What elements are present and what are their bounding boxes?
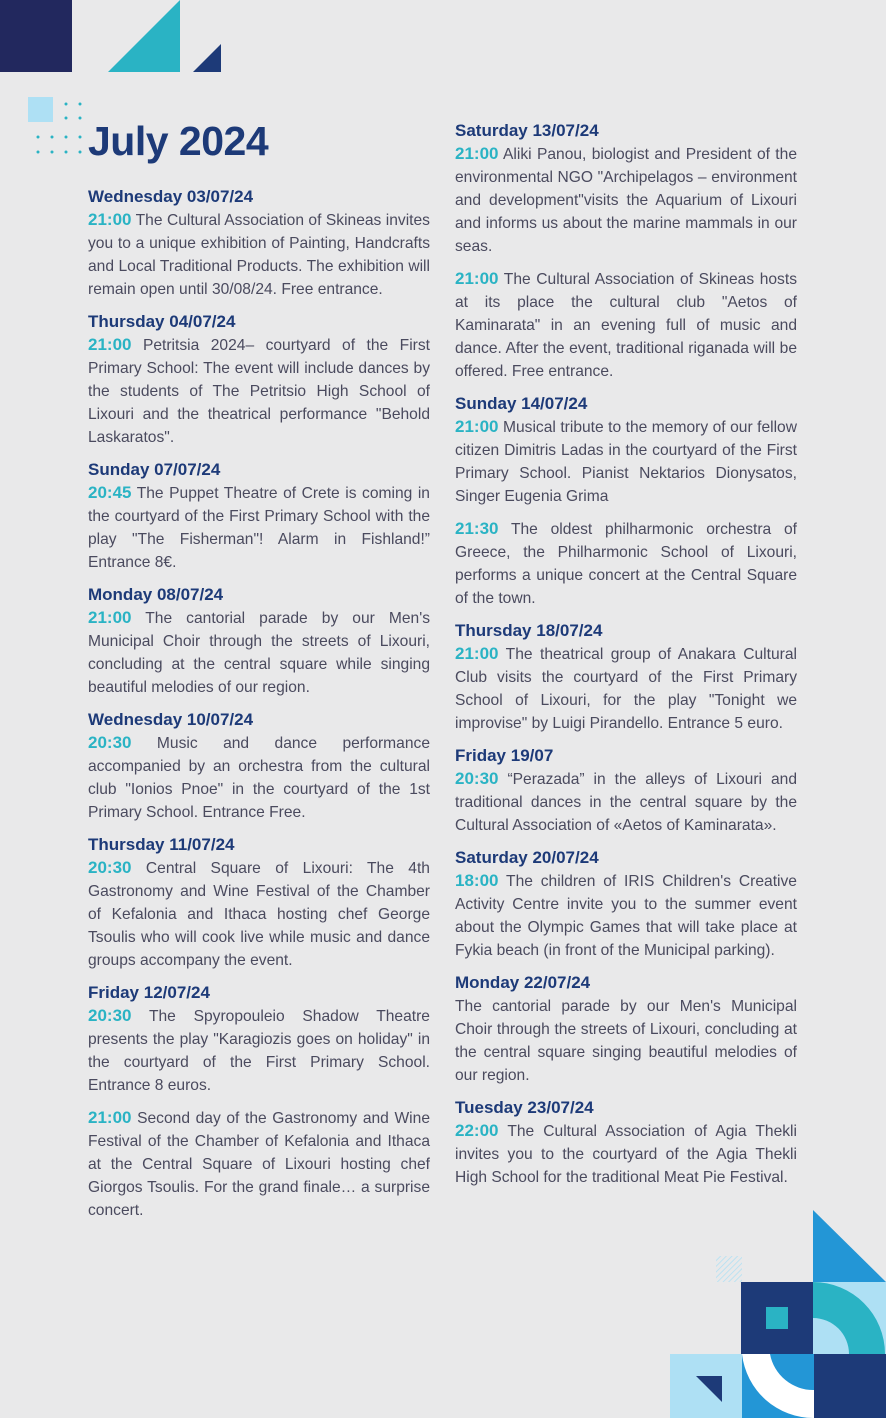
event-description: The cantorial parade by our Men's Municipal Choir through the streets of Lixouri, concluding at the central square singing beautiful melodies of our region. [455,998,797,1084]
event-time: 21:00 [88,1108,132,1127]
event-entry [455,267,797,383]
event-time: 21:00 [455,269,499,288]
event-time: 18:00 [455,871,499,890]
bottom-right-decoration [670,1210,886,1418]
event-time: 21:30 [455,519,499,538]
event-description: The children of IRIS Children's Creative Activity Centre invite you to the summer event about the Olympic Games that will take place at Fykia beach (in front of the Municipal parking). [455,873,797,959]
event-description: Musical tribute to the memory of our fellow citizen Dimitris Ladas in the courtyard of the First Primary School. Pianist Nektarios Dionysatos, Singer Eugenia Grima [455,419,797,505]
event-description: Aliki Panou, biologist and President of the environmental NGO "Archipelagos – environment and development"visits the Aquarium of Lixouri and informs us about the marine mammals in our seas. [455,146,797,255]
day-heading: Saturday 13/07/24 [455,121,599,140]
event-description: “Perazada” in the alleys of Lixouri and traditional dances in the central square by the Cultural Association of «Aetos of Kaminarata». [455,771,797,834]
day-group [455,119,797,383]
right-column [455,119,797,1198]
day-group [455,971,797,1087]
day-group [88,833,430,972]
event-entry [88,1106,430,1222]
day-heading: Friday 19/07 [455,746,554,765]
event-entry [455,1119,797,1189]
event-entry [455,994,797,1087]
navy-bottom-right-block [814,1354,886,1418]
event-description: The cantorial parade by our Men's Municipal Choir through the streets of Lixouri, concluding at the central square while singing beautiful melodies of our region. [88,610,430,696]
teal-triangle-shape [108,0,180,72]
event-time: 20:45 [88,483,132,502]
day-heading: Monday 22/07/24 [455,973,591,992]
day-heading: Thursday 18/07/24 [455,621,603,640]
day-heading: Thursday 04/07/24 [88,312,236,331]
event-description: The Cultural Association of Skineas hosts at its place the cultural club "Aetos of Kaminarata" in an evening full of music and dance. After the event, traditional riganada will be offered. Free entrance. [455,271,797,380]
left-column [88,185,430,1231]
event-description: Music and dance performance accompanied by an orchestra from the cultural club "Ionios Pnoe" in the courtyard of the 1st Primary School. Entrance Free. [88,735,430,821]
event-time: 22:00 [455,1121,499,1140]
event-description: The Spyropouleio Shadow Theatre presents the play "Karagiozis goes on holiday" in the courtyard of the First Primary School. Entrance 8 euros. [88,1008,430,1094]
navy-small-triangle-shape [193,44,221,72]
event-entry [455,869,797,962]
event-entry [455,517,797,610]
day-group [88,310,430,449]
event-description: The Cultural Association of Agia Thekli invites you to the courtyard of the Agia Thekli High School for the traditional Meat Pie Festival. [455,1123,797,1186]
blue-triangle-shape [813,1210,886,1282]
day-group [88,185,430,301]
event-entry [88,606,430,699]
event-time: 21:00 [455,144,499,163]
event-time: 21:00 [455,644,499,663]
event-description: Second day of the Gastronomy and Wine Festival of the Chamber of Kefalonia and Ithaca at the Central Square of Lixouri hosting chef Giorgos Tsoulis. For the grand finale… a surprise concert. [88,1110,430,1219]
event-entry [88,333,430,449]
day-heading: Friday 12/07/24 [88,983,210,1002]
day-heading: Saturday 20/07/24 [455,848,599,867]
event-time: 21:00 [88,608,132,627]
day-group [455,1096,797,1189]
hatched-square-shape [716,1256,742,1282]
event-time: 21:00 [88,210,132,229]
event-entry [88,856,430,972]
day-heading: Monday 08/07/24 [88,585,224,604]
day-heading: Tuesday 23/07/24 [455,1098,594,1117]
day-group [455,846,797,962]
event-time: 20:30 [455,769,499,788]
event-time: 20:30 [88,858,132,877]
event-description: Petritsia 2024– courtyard of the First Primary School: The event will include dances by the students of The Petritsio High School of Lixouri and the theatrical performance "Behold Laskaratos". [88,337,430,446]
event-entry [88,1004,430,1097]
day-heading: Sunday 07/07/24 [88,460,221,479]
event-description: Central Square of Lixouri: The 4th Gastronomy and Wine Festival of the Chamber of Kefalonia and Ithaca hosting chef George Tsoulis who will cook live while music and dance groups accompany the event. [88,860,430,969]
day-heading: Wednesday 03/07/24 [88,187,254,206]
event-description: The theatrical group of Anakara Cultural Club visits the courtyard of the First Primary School of Lixouri, for the play "Tonight we improvise" by Luigi Pirandello. Entrance 5 euro. [455,646,797,732]
event-time: 21:00 [88,335,132,354]
page-title: July 2024 [88,118,269,164]
event-entry [455,642,797,735]
day-group [88,981,430,1222]
teal-inner-square [766,1307,788,1329]
day-group [88,583,430,699]
event-entry [88,208,430,301]
event-entry [88,731,430,824]
event-entry [88,481,430,574]
light-blue-square-shape [28,97,53,122]
day-group [88,458,430,574]
day-heading: Thursday 11/07/24 [88,835,235,854]
event-time: 20:30 [88,1006,132,1025]
day-heading: Wednesday 10/07/24 [88,710,254,729]
event-description: The oldest philharmonic orchestra of Greece, the Philharmonic School of Lixouri, performs a unique concert at the Central Square of the town. [455,521,797,607]
event-entry [455,415,797,508]
day-group [455,392,797,610]
event-time: 21:00 [455,417,499,436]
event-time: 20:30 [88,733,132,752]
event-entry [455,142,797,258]
event-description: The Cultural Association of Skineas invites you to a unique exhibition of Painting, Handcrafts and Local Traditional Products. The exhibition will remain open until 30/08/24. Free entrance. [88,212,430,298]
day-group [88,708,430,824]
navy-square-shape [0,0,72,72]
event-entry [455,767,797,837]
event-description: The Puppet Theatre of Crete is coming in the courtyard of the First Primary School with the play "The Fisherman"! Alarm in Fishland!” Entrance 8€. [88,485,430,571]
day-group [455,744,797,837]
day-heading: Sunday 14/07/24 [455,394,588,413]
day-group [455,619,797,735]
